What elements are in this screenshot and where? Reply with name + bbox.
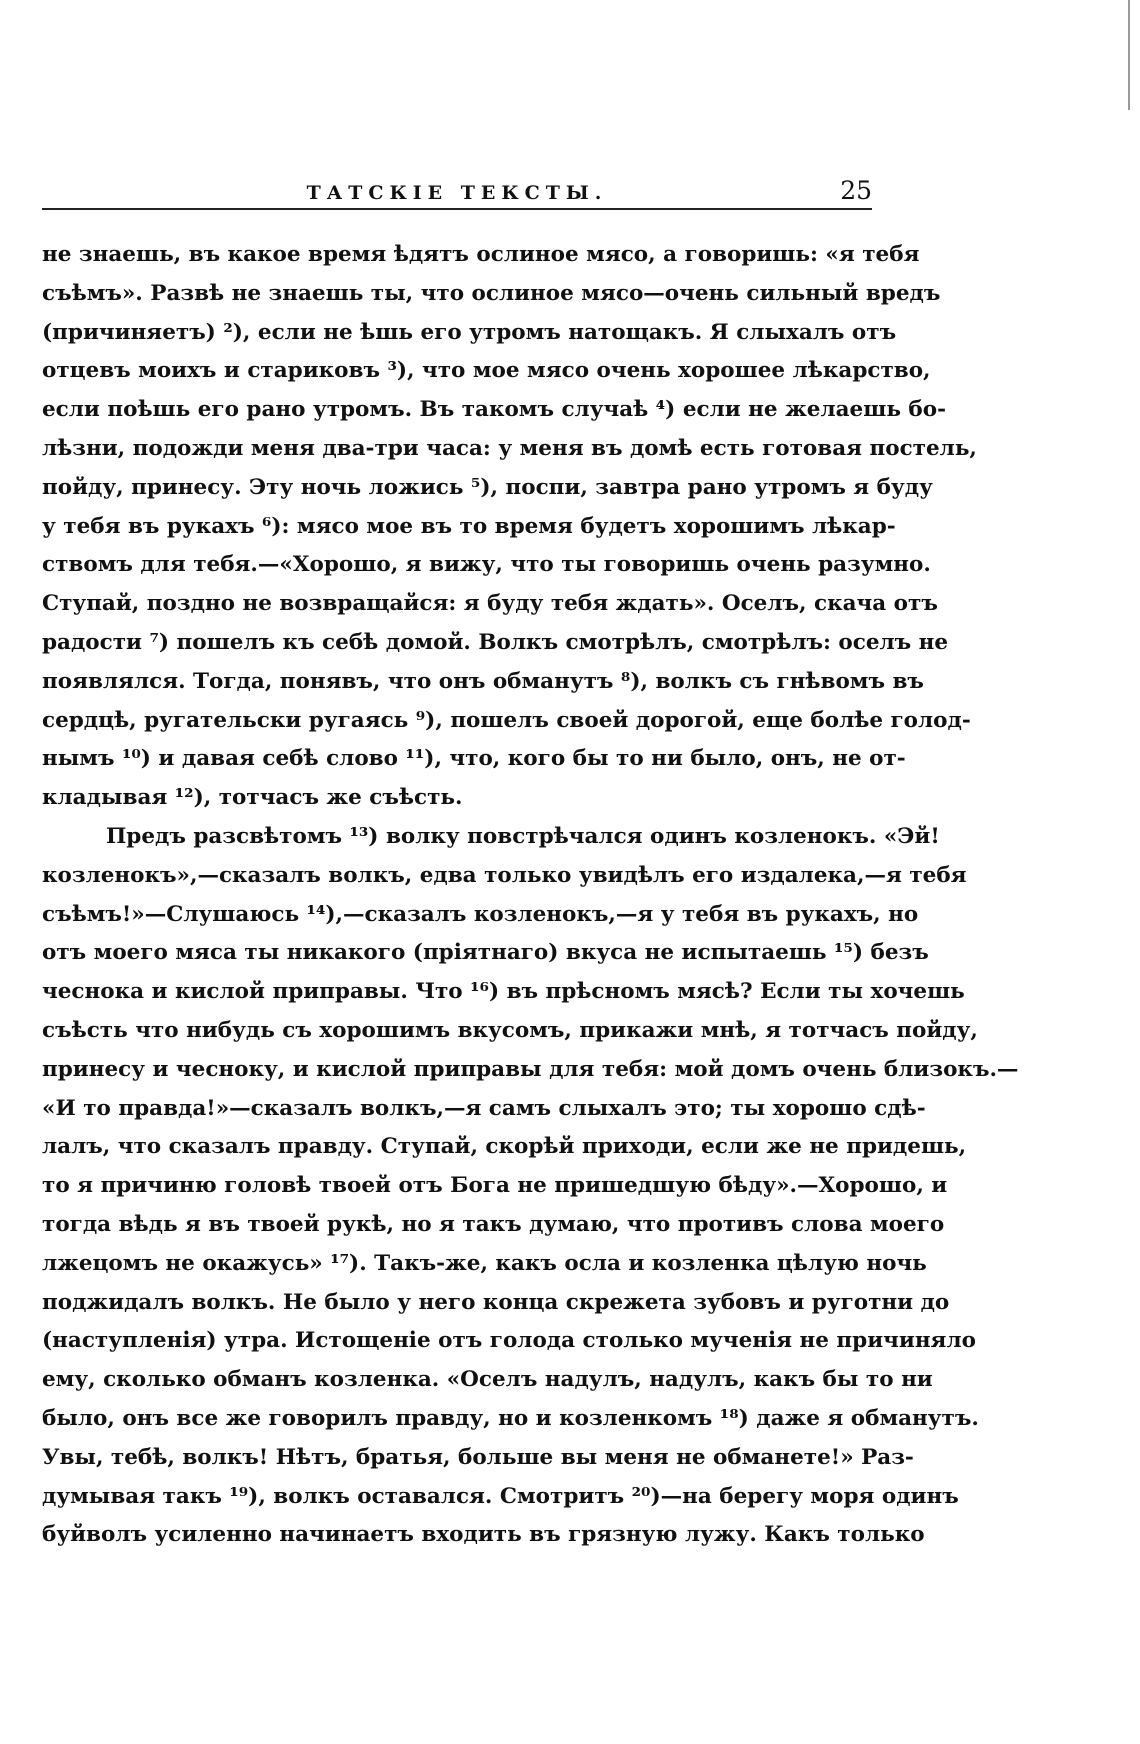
text-line: «И то правда!»—сказалъ волкъ,—я самъ слыхалъ это; ты хорошо сдѣ-: [42, 1095, 926, 1121]
text-line: лалъ, что сказалъ правду. Ступай, скорѣй приходи, если же не придешь,: [42, 1134, 967, 1160]
running-title: ТАТСКІЕ ТЕКСТЫ.: [306, 182, 608, 204]
text-line: чеснока и кислой приправы. Что ¹⁶) въ прѣсномъ мясѣ? Если ты хочешь: [42, 979, 965, 1005]
scan-edge-line: [1128, 0, 1130, 110]
text-line: нымъ ¹⁰) и давая себѣ слово ¹¹), что, кого бы то ни было, онъ, не от-: [42, 746, 906, 772]
text-line: поджидалъ волкъ. Не было у него конца скрежета зубовъ и руготни до: [42, 1289, 950, 1315]
text-line: съѣсть что нибудь съ хорошимъ вкусомъ, прикажи мнѣ, я тотчасъ пойду,: [42, 1017, 978, 1043]
text-line: ему, сколько обманъ козленка. «Оселъ надулъ, надулъ, какъ бы то ни: [42, 1367, 933, 1393]
text-line: было, онъ все же говорилъ правду, но и козленкомъ ¹⁸) даже я обманутъ.: [42, 1405, 979, 1431]
page-number: 25: [840, 176, 872, 205]
running-head: [42, 172, 872, 208]
text-line: буйволъ усиленно начинаетъ входить въ грязную лужу. Какъ только: [42, 1522, 925, 1548]
text-line: отцевъ моихъ и стариковъ ³), что мое мясо очень хорошее лѣкарство,: [42, 358, 931, 384]
text-line: козленокъ»,—сказалъ волкъ, едва только увидѣлъ его издалека,—я тебя: [42, 862, 967, 888]
text-line: лжецомъ не окажусь» ¹⁷). Такъ-же, какъ осла и козленка цѣлую ночь: [42, 1250, 927, 1276]
text-line: тогда вѣдь я въ твоей рукѣ, но я такъ думаю, что противъ слова моего: [42, 1211, 945, 1237]
text-line: (наступленія) утра. Истощеніе отъ голода столько мученія не причиняло: [42, 1328, 976, 1354]
paragraph-last-line: кладывая ¹²), тотчасъ же съѣсть.: [42, 785, 463, 811]
text-line: ствомъ для тебя.—«Хорошо, я вижу, что ты говоришь очень разумно.: [42, 552, 931, 578]
text-line: съѣмъ!»—Слушаюсь ¹⁴),—сказалъ козленокъ,—я у тебя въ рукахъ, но: [42, 901, 919, 927]
text-line: если поѣшь его рано утромъ. Въ такомъ случаѣ ⁴) если не желаешь бо-: [42, 397, 947, 423]
text-body: [42, 236, 1019, 1555]
text-line: у тебя въ рукахъ ⁶): мясо мое въ то время будетъ хорошимъ лѣкар-: [42, 513, 896, 539]
text-line: пойду, принесу. Эту ночь ложись ⁵), поспи, завтра рано утромъ я буду: [42, 474, 933, 500]
text-line: не знаешь, въ какое время ѣдятъ ослиное мясо, а говоришь: «я тебя: [42, 242, 920, 267]
text-line: Ступай, поздно не возвращайся: я буду тебя ждать». Оселъ, скача отъ: [42, 591, 938, 617]
text-line: радости ⁷) пошелъ къ себѣ домой. Волкъ смотрѣлъ, смотрѣлъ: оселъ не: [42, 629, 949, 655]
text-line: сердцѣ, ругательски ругаясь ⁹), пошелъ своей дорогой, еще болѣе голод-: [42, 707, 971, 733]
text-line: (причиняетъ) ²), если не ѣшь его утромъ натощакъ. Я слыхалъ отъ: [42, 319, 897, 345]
text-line: Увы, тебѣ, волкъ! Нѣтъ, братья, больше вы меня не обманете!» Раз-: [42, 1444, 914, 1470]
text-line: съѣмъ». Развѣ не знаешь ты, что ослиное мясо—очень сильный вредъ: [42, 280, 941, 306]
paragraph-first-line: Предъ разсвѣтомъ ¹³) волку повстрѣчался одинъ козленокъ. «Эй!: [106, 823, 940, 849]
header-rule: [42, 208, 872, 210]
text-line: появлялся. Тогда, понявъ, что онъ обманутъ ⁸), волкъ съ гнѣвомъ въ: [42, 668, 924, 694]
text-line: то я причиню головѣ твоей отъ Бога не пришедшую бѣду».—Хорошо, и: [42, 1173, 948, 1199]
text-line: лѣзни, подожди меня два-три часа: у меня въ домѣ есть готовая постель,: [42, 435, 977, 461]
text-line: думывая такъ ¹⁹), волкъ оставался. Смотритъ ²⁰)—на берегу моря одинъ: [42, 1483, 959, 1509]
text-line: принесу и чесноку, и кислой приправы для тебя: мой домъ очень близокъ.—: [42, 1056, 1019, 1082]
text-line: отъ моего мяса ты никакого (пріятнаго) вкуса не испытаешь ¹⁵) безъ: [42, 940, 929, 966]
